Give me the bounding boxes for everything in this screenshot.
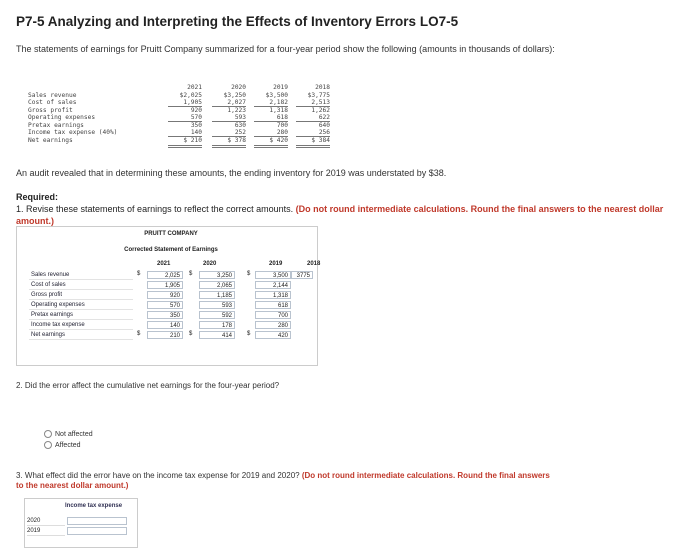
operating-expenses-2019-input[interactable]: 618 bbox=[255, 301, 291, 309]
row-label-net-earnings: Net earnings bbox=[29, 331, 133, 340]
orig-value: 1,262 bbox=[311, 107, 330, 114]
radio-affected[interactable] bbox=[44, 441, 81, 449]
net-earnings-2020-input[interactable]: 414 bbox=[199, 331, 235, 339]
radio-circle-icon[interactable] bbox=[44, 430, 52, 438]
row-label-sales-revenue: Sales revenue bbox=[29, 271, 133, 280]
corrected-year: 2019 bbox=[269, 261, 283, 267]
orig-value: $ 378 bbox=[227, 137, 246, 144]
income-tax-2019-input[interactable]: 280 bbox=[255, 321, 291, 329]
orig-value: 630 bbox=[234, 122, 246, 129]
orig-value: 350 bbox=[190, 122, 202, 129]
pretax-earnings-2019-input[interactable]: 700 bbox=[255, 311, 291, 319]
cost-of-sales-2021-input[interactable]: 1,905 bbox=[147, 281, 183, 289]
income-tax-table bbox=[24, 498, 138, 548]
orig-value: 1,318 bbox=[269, 107, 288, 114]
required-section bbox=[16, 191, 700, 227]
sales-revenue-2020-input[interactable]: 3,250 bbox=[199, 271, 235, 279]
orig-value: 252 bbox=[234, 129, 246, 136]
orig-value: 593 bbox=[234, 114, 246, 121]
statement-subtitle: Corrected Statement of Earnings bbox=[124, 247, 218, 253]
row-label-pretax-earnings: Pretax earnings bbox=[29, 311, 133, 320]
row-label-operating-expenses: Operating expenses bbox=[29, 301, 133, 310]
corrected-year: 2020 bbox=[203, 261, 217, 267]
page-title: P7-5 Analyzing and Interpreting the Effects of Inventory Errors LO7-5 bbox=[16, 14, 459, 29]
orig-value: $2,025 bbox=[179, 92, 202, 99]
orig-value: 256 bbox=[318, 129, 330, 136]
dollar-sign: $ bbox=[189, 271, 193, 277]
dollar-sign: $ bbox=[189, 331, 193, 337]
radio-circle-icon[interactable] bbox=[44, 441, 52, 449]
orig-value: $3,500 bbox=[265, 92, 288, 99]
radio-label: Affected bbox=[55, 441, 81, 449]
required-label: Required: bbox=[16, 192, 59, 202]
orig-year: 2020 bbox=[231, 84, 246, 91]
tax-row-label-2020: 2020 bbox=[27, 517, 65, 526]
radio-not-affected[interactable] bbox=[44, 430, 93, 438]
sales-revenue-2018-input[interactable]: 3775 bbox=[291, 271, 313, 279]
orig-value: $3,775 bbox=[307, 92, 330, 99]
gross-profit-2021-input[interactable]: 920 bbox=[147, 291, 183, 299]
row-label-cost-of-sales: Cost of sales bbox=[29, 281, 133, 290]
double-underline bbox=[296, 145, 330, 148]
gross-profit-2020-input[interactable]: 1,185 bbox=[199, 291, 235, 299]
orig-row-label: Gross profit bbox=[28, 107, 73, 114]
dollar-sign: $ bbox=[247, 271, 251, 277]
orig-year: 2018 bbox=[315, 84, 330, 91]
intro-text: The statements of earnings for Pruitt Company summarized for a four-year period show the following (amounts in thousands of dollars): bbox=[16, 44, 555, 54]
radio-label: Not affected bbox=[55, 430, 93, 438]
corrected-year: 2021 bbox=[157, 261, 171, 267]
orig-value: 618 bbox=[276, 114, 288, 121]
orig-row-label: Sales revenue bbox=[28, 92, 77, 99]
income-tax-2020-input[interactable]: 178 bbox=[199, 321, 235, 329]
income-tax-header: Income tax expense bbox=[65, 503, 123, 509]
orig-row-label: Pretax earnings bbox=[28, 122, 84, 129]
sales-revenue-2019-input[interactable]: 3,500 bbox=[255, 271, 291, 279]
orig-value: 622 bbox=[318, 114, 330, 121]
income-tax-2019-effect-input[interactable] bbox=[67, 527, 127, 535]
orig-value: 2,027 bbox=[227, 99, 246, 106]
sales-revenue-2021-input[interactable]: 2,025 bbox=[147, 271, 183, 279]
q2-text: 2. Did the error affect the cumulative net earnings for the four-year period? bbox=[16, 381, 280, 390]
q3-instruction: (Do not round intermediate calculations. Round the final answers to the nearest dollar amount.) bbox=[16, 471, 550, 490]
net-earnings-2019-input[interactable]: 420 bbox=[255, 331, 291, 339]
orig-value: $ 210 bbox=[183, 137, 202, 144]
orig-row-label: Income tax expense (40%) bbox=[28, 129, 118, 136]
dollar-sign: $ bbox=[137, 271, 141, 277]
pretax-earnings-2020-input[interactable]: 592 bbox=[199, 311, 235, 319]
orig-value: 2,182 bbox=[269, 99, 288, 106]
cost-of-sales-2019-input[interactable]: 2,144 bbox=[255, 281, 291, 289]
tax-row-label-2019: 2019 bbox=[27, 527, 65, 536]
orig-value: 640 bbox=[318, 122, 330, 129]
company-name: PRUITT COMPANY bbox=[144, 231, 198, 237]
orig-value: $ 384 bbox=[311, 137, 330, 144]
orig-year: 2019 bbox=[273, 84, 288, 91]
corrected-year: 2018 bbox=[307, 261, 321, 267]
dollar-sign: $ bbox=[137, 331, 141, 337]
double-underline bbox=[168, 145, 202, 148]
orig-value: 1,223 bbox=[227, 107, 246, 114]
double-underline bbox=[254, 145, 288, 148]
operating-expenses-2020-input[interactable]: 593 bbox=[199, 301, 235, 309]
income-tax-2020-effect-input[interactable] bbox=[67, 517, 127, 525]
original-statement bbox=[16, 84, 330, 148]
q1-text: 1. Revise these statements of earnings to reflect the correct amounts. bbox=[16, 204, 294, 214]
q1-instruction: (Do not round intermediate calculations. Round the final answers to the nearest dollar amount.) bbox=[16, 204, 664, 226]
row-label-gross-profit: Gross profit bbox=[29, 291, 133, 300]
net-earnings-2021-input[interactable]: 210 bbox=[147, 331, 183, 339]
orig-value: $ 420 bbox=[269, 137, 288, 144]
orig-year: 2021 bbox=[187, 84, 202, 91]
orig-value: 140 bbox=[190, 129, 202, 136]
income-tax-2021-input[interactable]: 140 bbox=[147, 321, 183, 329]
orig-value: 920 bbox=[190, 107, 202, 114]
double-underline bbox=[212, 145, 246, 148]
row-label-income-tax-expense: Income tax expense bbox=[29, 321, 133, 330]
operating-expenses-2021-input[interactable]: 570 bbox=[147, 301, 183, 309]
orig-row-label: Cost of sales bbox=[28, 99, 77, 106]
cost-of-sales-2020-input[interactable]: 2,065 bbox=[199, 281, 235, 289]
q3-section bbox=[16, 471, 556, 491]
q3-text: 3. What effect did the error have on the income tax expense for 2019 and 2020? bbox=[16, 471, 300, 480]
dollar-sign: $ bbox=[247, 331, 251, 337]
orig-value: 700 bbox=[276, 122, 288, 129]
orig-value: 2,513 bbox=[311, 99, 330, 106]
orig-row-label: Operating expenses bbox=[28, 114, 96, 121]
orig-row-label: Net earnings bbox=[28, 137, 73, 144]
corrected-statement-table bbox=[16, 226, 321, 366]
orig-value: 570 bbox=[190, 114, 202, 121]
audit-text: An audit revealed that in determining these amounts, the ending inventory for 2019 was understated by $38. bbox=[16, 168, 447, 178]
gross-profit-2019-input[interactable]: 1,318 bbox=[255, 291, 291, 299]
orig-value: 280 bbox=[276, 129, 288, 136]
pretax-earnings-2021-input[interactable]: 350 bbox=[147, 311, 183, 319]
orig-value: $3,250 bbox=[223, 92, 246, 99]
orig-value: 1,905 bbox=[183, 99, 202, 106]
